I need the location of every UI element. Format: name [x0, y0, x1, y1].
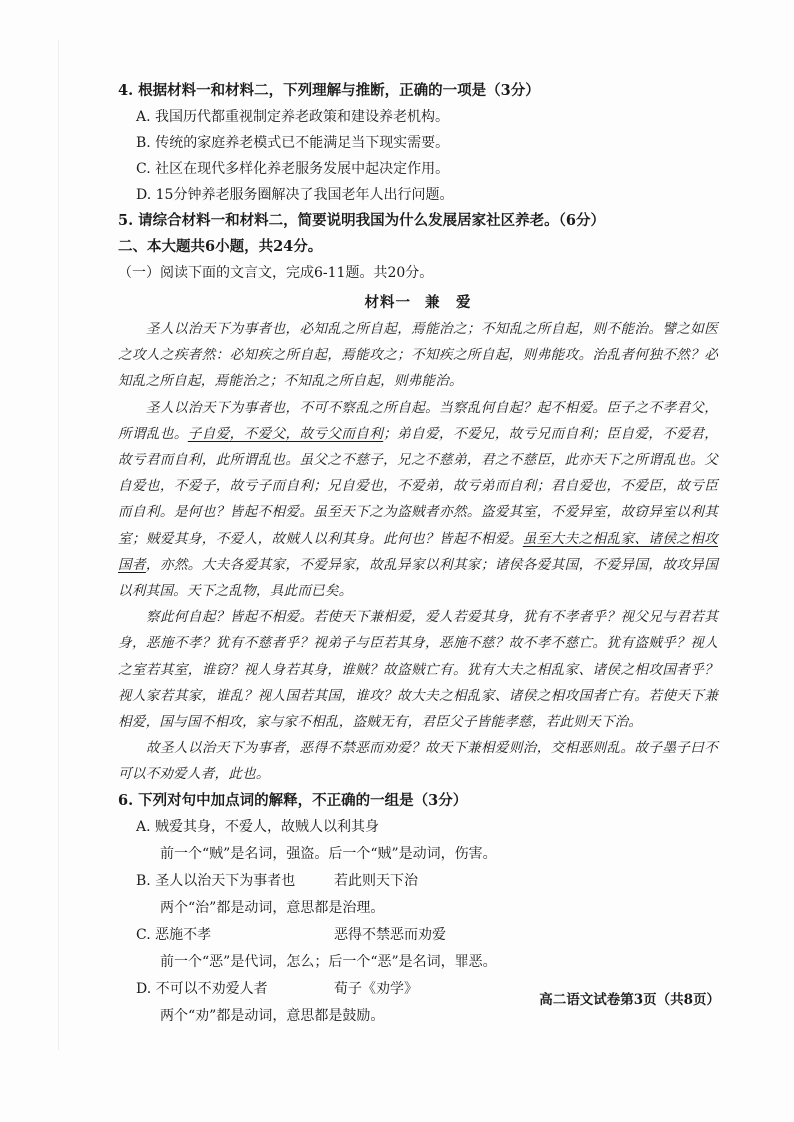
- question-4-option-a: A. 我国历代都重视制定养老政策和建设养老机构。: [136, 109, 450, 125]
- passage-p2-part-b: ；弟自爱，不爱兄，故亏兄而自利；臣自爱，不爱君，故亏君而自利，此所谓乱也。虽父之不慈子，兄之不慈弟，君之不慈臣，此亦天下之所谓乱也。父自爱也，不爱子，故亏子而自利；兄自爱也，不爱弟，故亏弟而自利；君自爱也，不爱臣，故亏臣而自利。是何也？皆起不相爱。虽至天下之为盗贼者亦然。盗爱其室，不爱异室，故窃异室以利其室；贼爱其身，不爱人，故贼人以利其身。此何也？皆起不相爱。: [118, 425, 718, 547]
- scan-edge: [58, 40, 59, 1050]
- q6-b-sentence: B. 圣人以治天下为事者也: [136, 872, 296, 889]
- section-2-sub: （一）阅读下面的文言文，完成6-11题。共20分。: [118, 265, 434, 281]
- question-6-option-c: [118, 922, 718, 949]
- passage-p2-part-c: ，亦然。大夫各爱其家，不爱异家，故乱异家以利其家；诸侯各爱其国，不爱异国，故攻异国以利其国。天下之乱物，具此而已矣。: [118, 556, 718, 600]
- question-4-stem: 4. 根据材料一和材料二，下列理解与推断，正确的一项是（3分）: [118, 82, 540, 99]
- material-title-name: 兼 爱: [425, 294, 472, 311]
- q6-b-explanation: 两个“治”都是动词，意思都是治理。: [160, 899, 385, 916]
- passage-paragraph-2: [118, 395, 718, 605]
- q6-c-explanation: 前一个“恶”是代词，怎么；后一个“恶”是名词，罪恶。: [160, 953, 497, 970]
- section-2-heading: 二、本大题共6小题，共24分。: [118, 238, 323, 255]
- question-5: 5. 请综合材料一和材料二，简要说明我国为什么发展居家社区养老。（6分）: [118, 212, 606, 229]
- passage-paragraph-3: 察此何自起？皆起不相爱。若使天下兼相爱，爱人若爱其身，犹有不孝者乎？视父兄与君若其身，恶施不孝？犹有不慈者乎？视弟子与臣若其身，恶施不慈？故不孝不慈亡。犹有盗贼乎？视人之室若其室，谁窃？视人身若其身，谁贼？故盗贼亡有。犹有大夫之相乱家、诸侯之相攻国者乎？视人家若其家，谁乱？视人国若其国，谁攻？故大夫之相乱家、诸侯之相攻国者亡有。若使天下兼相爱，国与国不相攻，家与家不相乱，盗贼无有，君臣父子皆能孝慈，若此则天下治。: [118, 609, 718, 731]
- passage-paragraph-4: 故圣人以治天下为事者，恶得不禁恶而劝爱？故天下兼相爱则治，交相恶则乱。故子墨子曰不可以不劝爱人者，此也。: [118, 740, 718, 783]
- material-title: [118, 290, 718, 316]
- passage-p2-underline-2: 虽至大夫之相乱家、诸侯之相攻国者: [118, 530, 718, 573]
- q6-c-sentence-2: 恶得不禁恶而劝爱: [334, 926, 446, 943]
- question-6-stem: 6. 下列对句中加点词的解释，不正确的一组是（3分）: [118, 791, 468, 809]
- page-content: [118, 78, 718, 1030]
- q6-a-sentence: A. 贼爱其身，不爱人，故贼人以利其身: [136, 818, 380, 835]
- question-4-option-d: D. 15分钟养老服务圈解决了我国老年人出行问题。: [136, 187, 454, 203]
- q6-a-explanation: 前一个“贼”是名词，强盗。后一个“贼”是动词，伤害。: [160, 845, 497, 862]
- question-4-option-b: B. 传统的家庭养老模式已不能满足当下现实需要。: [136, 135, 450, 151]
- question-6-option-b: [118, 868, 718, 895]
- q6-d-sentence: D. 不可以不劝爱人者: [136, 980, 268, 997]
- passage-p2-underline-1: 子自爱，不爱父，故亏父而自利: [187, 425, 384, 442]
- q6-b-sentence-2: 若此则天下治: [334, 872, 418, 889]
- passage-paragraph-1: 圣人以治天下为事者也，必知乱之所自起，焉能治之；不知乱之所自起，则不能治。譬之如医之攻人之疾者然：必知疾之所自起，焉能攻之；不知疾之所自起，则弗能攻。治乱者何独不然？必知乱之所自起，焉能治之；不知乱之所自起，则弗能治。: [118, 321, 718, 390]
- q6-d-explanation: 两个“劝”都是动词，意思都是鼓励。: [160, 1007, 385, 1024]
- passage-p2-part-a: 圣人以治天下为事者也，不可不察乱之所自起。当察乱何自起？起不相爱。臣子之不孝君父，所谓乱也。: [118, 399, 718, 442]
- material-title-prefix: 材料一: [364, 294, 411, 311]
- page-footer: 高二语文试卷第3页（共8页）: [539, 992, 720, 1008]
- q6-d-sentence-2: 荀子《劝学》: [334, 980, 418, 997]
- question-4-option-c: C. 社区在现代多样化养老服务发展中起决定作用。: [136, 161, 450, 177]
- q6-c-sentence: C. 恶施不孝: [136, 926, 212, 943]
- question-6-option-a: [118, 814, 718, 841]
